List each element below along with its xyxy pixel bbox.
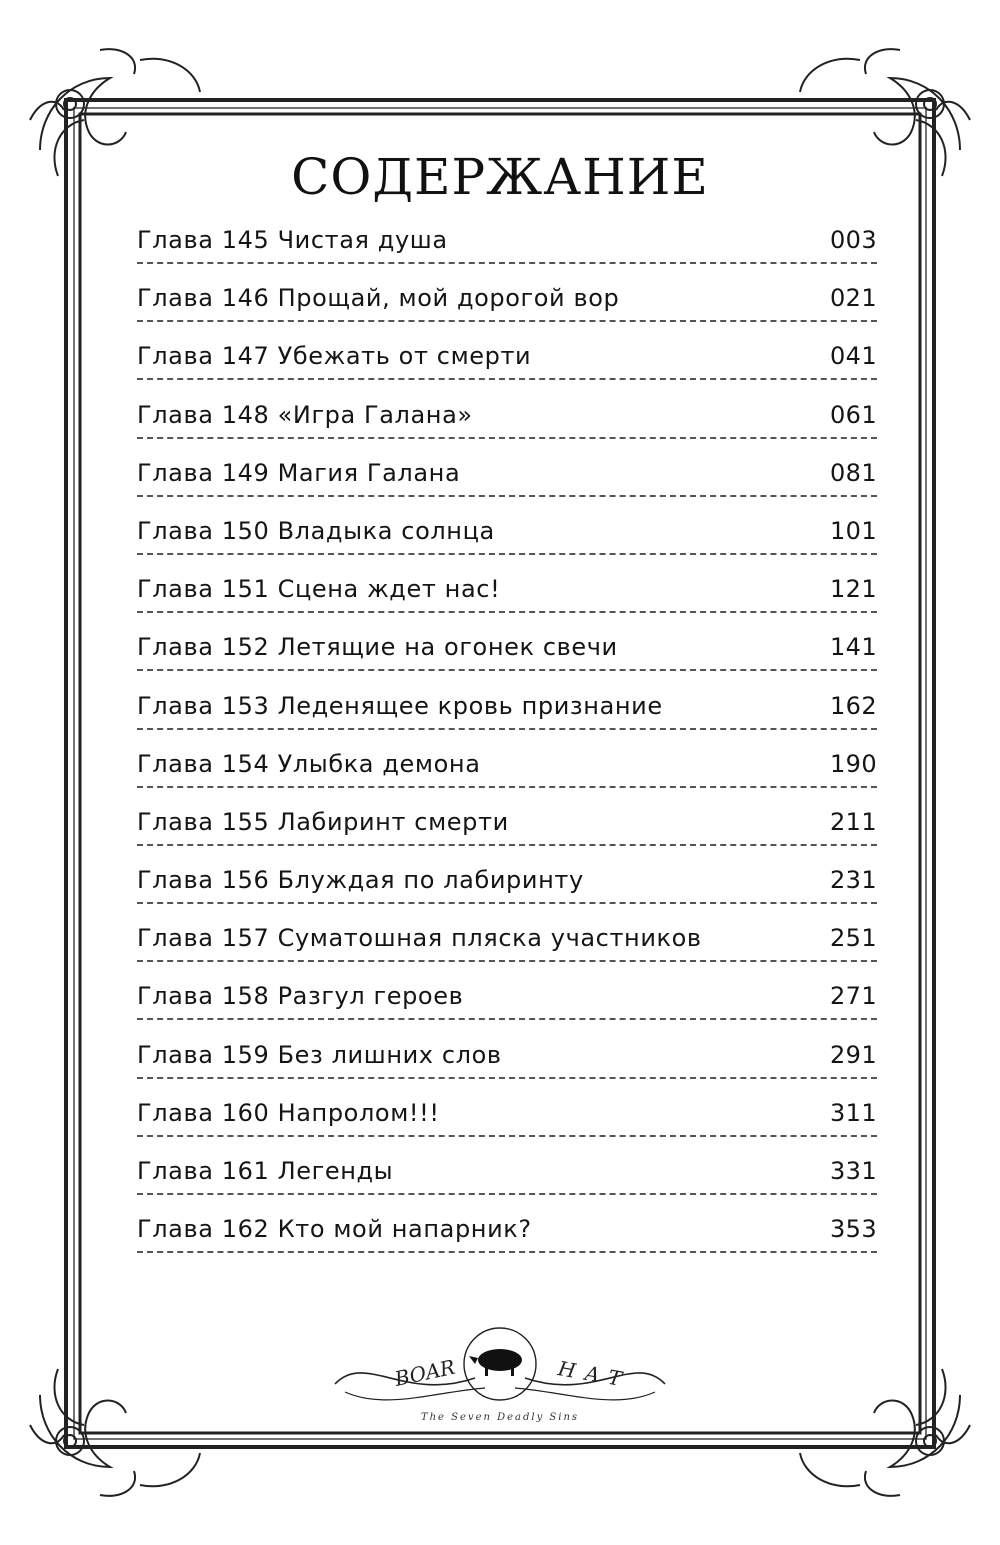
dotted-leader bbox=[137, 378, 877, 380]
dotted-leader bbox=[137, 262, 877, 264]
chapter-title: Глава 148 «Игра Галана» bbox=[137, 400, 473, 429]
dotted-leader bbox=[137, 1018, 877, 1020]
dotted-leader bbox=[137, 844, 877, 846]
toc-entry bbox=[137, 621, 877, 679]
dotted-leader bbox=[137, 553, 877, 555]
dotted-leader bbox=[137, 1193, 877, 1195]
chapter-title: Глава 145 Чистая душа bbox=[137, 226, 448, 254]
boar-icon bbox=[469, 1349, 522, 1376]
chapter-title: Глава 152 Летящие на огонек свечи bbox=[137, 633, 618, 662]
dotted-leader bbox=[137, 320, 877, 322]
chapter-title: Глава 160 Напролом!!! bbox=[137, 1098, 440, 1127]
dotted-leader bbox=[137, 902, 877, 904]
table-of-contents bbox=[137, 214, 877, 1261]
chapter-page-number: 291 bbox=[829, 1040, 877, 1069]
toc-entry bbox=[137, 912, 877, 970]
toc-entry bbox=[137, 505, 877, 563]
chapter-page-number: 021 bbox=[829, 284, 877, 313]
chapter-page-number: 190 bbox=[829, 749, 877, 778]
chapter-title: Глава 157 Суматошная пляска участников bbox=[137, 924, 702, 953]
chapter-page-number: 271 bbox=[829, 982, 877, 1011]
toc-entry bbox=[137, 389, 877, 447]
chapter-page-number: 231 bbox=[829, 866, 877, 895]
dotted-leader bbox=[137, 728, 877, 730]
chapter-title: Глава 159 Без лишних слов bbox=[137, 1040, 502, 1069]
toc-entry bbox=[137, 330, 877, 388]
chapter-title: Глава 150 Владыка солнца bbox=[137, 516, 495, 545]
chapter-title: Глава 149 Магия Галана bbox=[137, 458, 461, 487]
chapter-title: Глава 155 Лабиринт смерти bbox=[137, 807, 509, 836]
toc-entry bbox=[137, 1145, 877, 1203]
chapter-title: Глава 147 Убежать от смерти bbox=[137, 342, 532, 371]
dotted-leader bbox=[137, 1135, 877, 1137]
toc-entry bbox=[137, 970, 877, 1028]
chapter-page-number: 003 bbox=[829, 226, 877, 254]
chapter-page-number: 353 bbox=[829, 1215, 877, 1244]
chapter-page-number: 141 bbox=[829, 633, 877, 662]
chapter-page-number: 041 bbox=[829, 342, 877, 371]
toc-entry bbox=[137, 796, 877, 854]
dotted-leader bbox=[137, 960, 877, 962]
chapter-title: Глава 153 Леденящее кровь признание bbox=[137, 691, 663, 720]
toc-entry bbox=[137, 1029, 877, 1087]
chapter-page-number: 211 bbox=[829, 807, 877, 836]
boar-hat-logo bbox=[325, 1322, 675, 1432]
chapter-page-number: 162 bbox=[829, 691, 877, 720]
toc-entry bbox=[137, 1203, 877, 1261]
dotted-leader bbox=[137, 1251, 877, 1253]
chapter-title: Глава 161 Легенды bbox=[137, 1157, 394, 1185]
dotted-leader bbox=[137, 786, 877, 788]
chapter-title: Глава 162 Кто мой напарник? bbox=[137, 1215, 532, 1244]
toc-entry bbox=[137, 680, 877, 738]
page-title: СОДЕРЖАНИЕ bbox=[291, 148, 709, 206]
dotted-leader bbox=[137, 611, 877, 613]
toc-entry bbox=[137, 563, 877, 621]
chapter-page-number: 061 bbox=[829, 400, 877, 429]
logo-word-left: BOAR bbox=[392, 1354, 458, 1391]
toc-entry bbox=[137, 738, 877, 796]
logo-word-right: HAT bbox=[556, 1356, 634, 1393]
chapter-page-number: 121 bbox=[829, 575, 877, 604]
toc-entry bbox=[137, 1087, 877, 1145]
toc-entry bbox=[137, 214, 877, 272]
logo-subtitle: The Seven Deadly Sins bbox=[420, 1412, 580, 1423]
dotted-leader bbox=[137, 495, 877, 497]
chapter-page-number: 081 bbox=[829, 458, 877, 487]
chapter-title: Глава 154 Улыбка демона bbox=[137, 749, 481, 778]
chapter-title: Глава 146 Прощай, мой дорогой вор bbox=[137, 284, 620, 313]
dotted-leader bbox=[137, 669, 877, 671]
chapter-page-number: 251 bbox=[829, 924, 877, 953]
chapter-page-number: 101 bbox=[829, 516, 877, 545]
dotted-leader bbox=[137, 437, 877, 439]
toc-entry bbox=[137, 447, 877, 505]
chapter-page-number: 331 bbox=[829, 1157, 877, 1185]
dotted-leader bbox=[137, 1077, 877, 1079]
chapter-title: Глава 151 Сцена ждет нас! bbox=[137, 575, 501, 604]
chapter-title: Глава 158 Разгул героев bbox=[137, 982, 464, 1011]
chapter-page-number: 311 bbox=[829, 1098, 877, 1127]
toc-entry bbox=[137, 272, 877, 330]
toc-entry bbox=[137, 854, 877, 912]
chapter-title: Глава 156 Блуждая по лабиринту bbox=[137, 866, 584, 895]
